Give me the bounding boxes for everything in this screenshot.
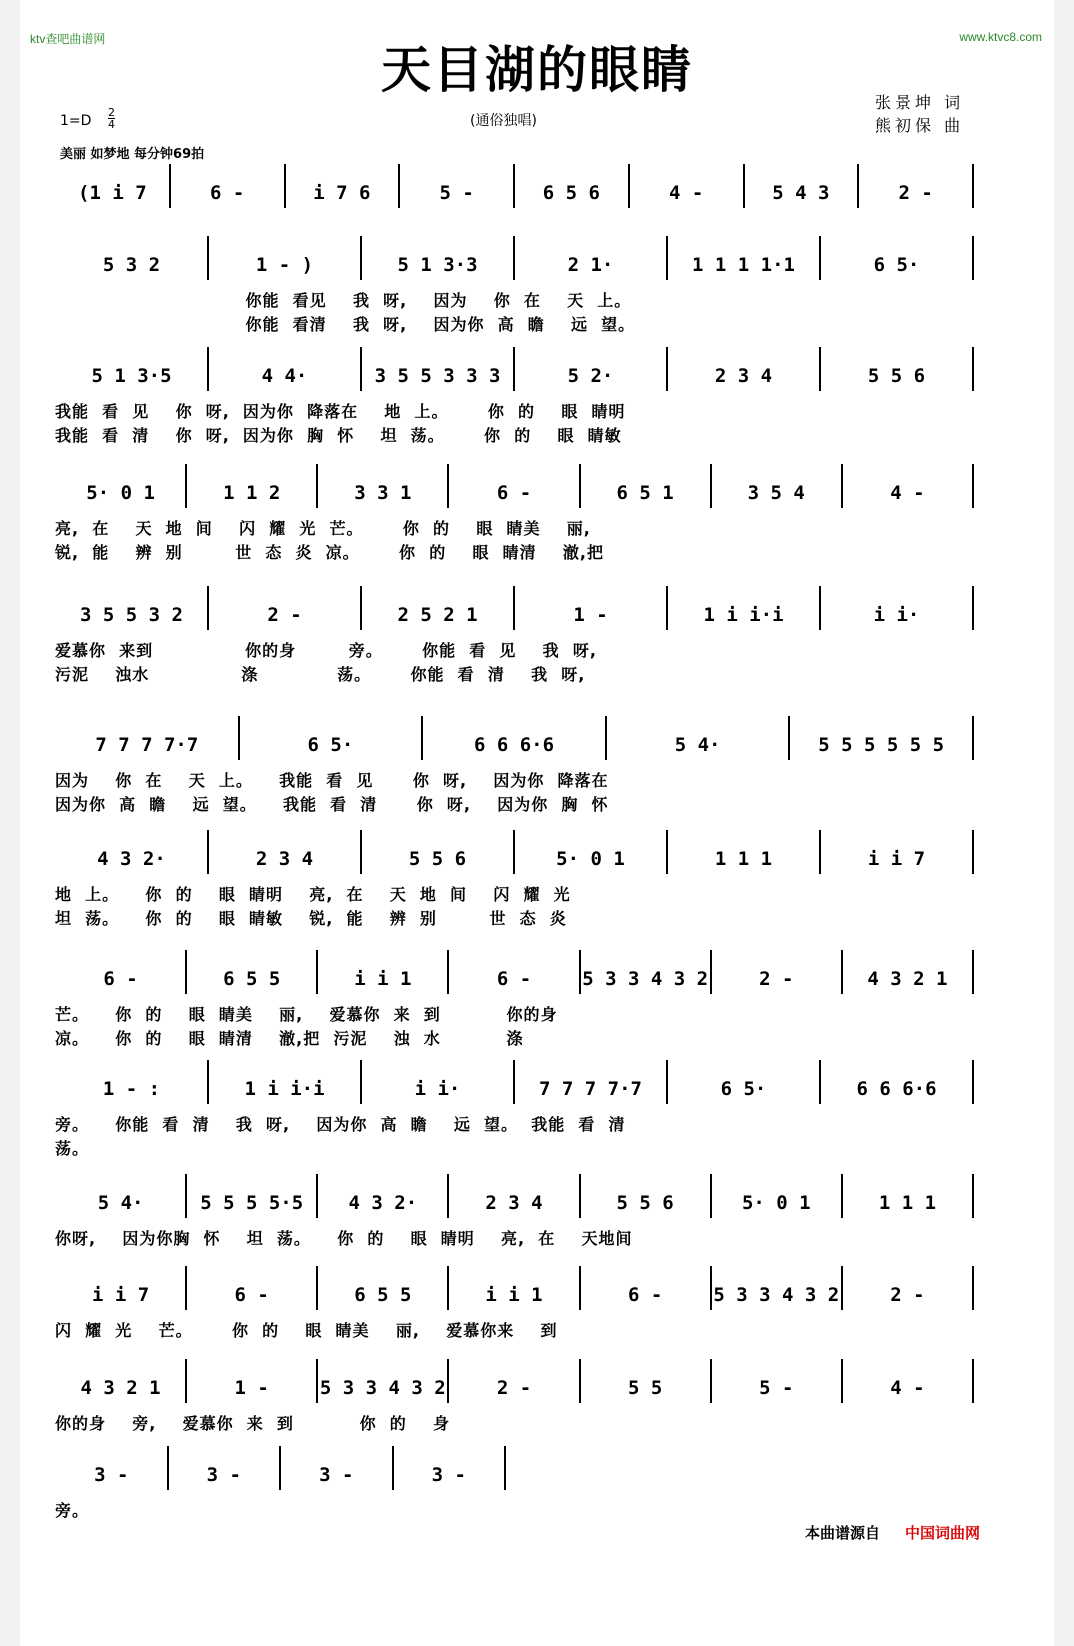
measure: 2 3 4 <box>714 365 773 387</box>
measure: 5 3 3 4 3 2 <box>713 1284 840 1306</box>
notation-line <box>55 343 973 393</box>
lyric-line: 旁。 你能 看 清 我 呀, 因为你 高 瞻 远 望。 我能 看 清 <box>55 1115 626 1134</box>
measure: (1 i 7 <box>78 182 147 204</box>
measure: 5 4· <box>97 1192 144 1214</box>
lyric-line: 你的身 旁, 爱慕你 来 到 你 的 身 <box>55 1414 451 1433</box>
measure: 5 4 3 <box>772 182 830 204</box>
lyric-line: 旁。 <box>55 1501 90 1520</box>
lyric-line: 亮, 在 天 地 间 闪 耀 光 芒。 你 的 眼 睛美 丽, <box>55 519 591 538</box>
notation-line <box>55 1262 973 1312</box>
bar-line <box>972 586 974 630</box>
measure: 6 5 1 <box>616 482 674 504</box>
lyric-line: 芒。 你 的 眼 睛美 丽, 爱慕你 来 到 你的身 <box>55 1005 558 1024</box>
measure: 5 5 5 5 5 5 <box>818 734 945 756</box>
measure: 3 - <box>94 1464 129 1486</box>
measure: 6 - <box>234 1284 269 1306</box>
lyric-line: 因为你 高 瞻 远 望。 我能 看 清 你 呀, 因为你 胸 怀 <box>55 795 609 814</box>
lyric-line: 你能 看见 我 呀, 因为 你 在 天 上。 <box>55 291 632 310</box>
measure: 5 5 5 5·5 <box>200 1192 304 1214</box>
bar-line <box>972 347 974 391</box>
time-signature-top: 2 <box>108 106 115 119</box>
measure: 6 5 6 <box>542 182 600 204</box>
measure: 4 - <box>890 1377 925 1399</box>
measure: 2 - <box>759 968 794 990</box>
footer-site-name: 中国词曲网 <box>905 1524 981 1542</box>
measure: 1 - : <box>102 1078 161 1100</box>
measure: 1 1 1 <box>714 848 773 870</box>
measure: 4 - <box>890 482 925 504</box>
notation-line <box>55 1442 973 1492</box>
measure: 6 - <box>496 968 532 990</box>
lyric-line: 爱慕你 来到 你的身 旁。 你能 看 见 我 呀, <box>55 641 597 660</box>
notation-line <box>55 460 973 510</box>
right-margin-strip <box>1054 0 1074 1646</box>
notation-line <box>55 1355 973 1405</box>
measure: 5 5 6 <box>616 1192 674 1214</box>
bar-line <box>504 1446 506 1490</box>
measure: 2 1· <box>567 254 614 276</box>
measure: 5 1 3·5 <box>91 365 172 387</box>
measure: 2 3 4 <box>485 1192 543 1214</box>
measure: 5 3 2 <box>102 254 161 276</box>
measure: 5 - <box>759 1377 794 1399</box>
measure: 1 i i·i <box>703 604 784 626</box>
composer-credit: 熊初保 曲 <box>875 116 965 135</box>
measure: 3 - <box>319 1464 354 1486</box>
measure: 5· 0 1 <box>741 1192 811 1214</box>
measure: 5· 0 1 <box>86 482 155 504</box>
lyric-line: 凉。 你 的 眼 睛清 澈,把 污泥 浊 水 涤 <box>55 1029 524 1048</box>
measure: 3 5 5 3 3 3 <box>374 365 501 387</box>
notation-line <box>55 826 973 876</box>
lyric-line: 坦 荡。 你 的 眼 睛敏 锐, 能 辨 别 世 态 炎 <box>55 909 567 928</box>
measure: 1 1 1 <box>878 1192 937 1214</box>
notation-line <box>55 712 973 762</box>
measure: 4 4· <box>261 365 308 387</box>
measure: 5 5 6 <box>408 848 467 870</box>
measure: 2 - <box>890 1284 925 1306</box>
measure: 6 5 5 <box>354 1284 412 1306</box>
site-label-left: ktv查吧曲谱网 <box>30 32 106 46</box>
lyric-line: 因为 你 在 天 上。 我能 看 见 你 呀, 因为你 降落在 <box>55 771 609 790</box>
measure: 6 - <box>103 968 138 990</box>
measure: 2 3 4 <box>255 848 314 870</box>
notation-line <box>55 1056 973 1106</box>
footer-source-label: 本曲谱源自 <box>805 1524 881 1542</box>
measure: 6 6 6·6 <box>473 734 555 756</box>
measure: 1 1 2 <box>223 482 281 504</box>
measure: 6 6 6·6 <box>856 1078 937 1100</box>
notation-line <box>55 946 973 996</box>
lyric-line: 我能 看 清 你 呀, 因为你 胸 怀 坦 荡。 你 的 眼 睛敏 <box>55 426 622 445</box>
tempo-marking: 美丽 如梦地 每分钟69拍 <box>60 147 205 162</box>
lyric-line: 你能 看清 我 呀, 因为你 高 瞻 远 望。 <box>55 315 636 334</box>
score-subtitle: (通俗独唱) <box>470 113 537 129</box>
bar-line <box>972 236 974 280</box>
measure: 1 1 1 1·1 <box>692 254 795 276</box>
key-signature: 1=D <box>60 113 92 129</box>
measure: 5 3 3 4 3 2 <box>319 1377 446 1399</box>
measure: 1 - <box>573 604 608 626</box>
notation-line <box>55 232 973 282</box>
measure: 1 i i·i <box>244 1078 325 1100</box>
lyricist-credit: 张景坤 词 <box>875 93 965 112</box>
measure: 4 3 2 1 <box>867 968 948 990</box>
measure: 3 5 4 <box>747 482 805 504</box>
measure: 5 - <box>439 182 474 204</box>
measure: 5 5 <box>627 1377 663 1399</box>
measure: 2 5 2 1 <box>397 604 478 626</box>
measure: i i 7 <box>91 1284 150 1306</box>
measure: 1 - <box>234 1377 269 1399</box>
measure: 6 - <box>209 182 245 204</box>
lyric-line: 锐, 能 辨 别 世 态 炎 凉。 你 的 眼 睛清 澈,把 <box>55 543 604 562</box>
lyric-line: 荡。 <box>55 1139 90 1158</box>
measure: 6 5 5 <box>223 968 281 990</box>
measure: 7 7 7 7·7 <box>539 1078 642 1100</box>
bar-line <box>972 1266 974 1310</box>
measure: 5· 0 1 <box>556 848 625 870</box>
measure: 6 5· <box>307 734 354 756</box>
site-label-right: www.ktvc8.com <box>959 30 1042 44</box>
measure: 3 - <box>431 1464 466 1486</box>
measure: 4 3 2 1 <box>80 1377 161 1399</box>
measure: 6 - <box>496 482 532 504</box>
left-margin-strip <box>0 0 20 1646</box>
measure: 2 - <box>496 1377 532 1399</box>
lyric-line: 闪 耀 光 芒。 你 的 眼 睛美 丽, 爱慕你来 到 <box>55 1321 558 1340</box>
notation-line <box>55 1170 973 1220</box>
lyric-line: 污泥 浊水 涤 荡。 你能 看 清 我 呀, <box>55 665 586 684</box>
bar-line <box>972 164 974 208</box>
notation-line <box>55 160 973 210</box>
measure: i i 1 <box>354 968 412 990</box>
measure: 6 - <box>627 1284 663 1306</box>
measure: i i 1 <box>485 1284 543 1306</box>
measure: 4 3 2· <box>348 1192 418 1214</box>
measure: 7 7 7 7·7 <box>95 734 199 756</box>
measure: 3 - <box>206 1464 241 1486</box>
measure: 5 3 3 4 3 2 <box>582 968 709 990</box>
measure: 6 5· <box>720 1078 767 1100</box>
bar-line <box>972 950 974 994</box>
measure: 6 5· <box>873 254 920 276</box>
bar-line <box>972 716 974 760</box>
bar-line <box>972 464 974 508</box>
bar-line <box>972 830 974 874</box>
measure: 3 3 1 <box>354 482 412 504</box>
measure: 2 - <box>898 182 933 204</box>
measure: 2 - <box>267 604 302 626</box>
measure: i 7 6 <box>313 182 371 204</box>
score-title: 天目湖的眼睛 <box>381 41 693 99</box>
measure: 3 5 5 3 2 <box>80 604 183 626</box>
measure: 1 - ) <box>255 254 314 276</box>
measure: 5 2· <box>567 365 614 387</box>
notation-line <box>55 582 973 632</box>
bar-line <box>972 1174 974 1218</box>
bar-line <box>972 1060 974 1104</box>
measure: 5 4· <box>674 734 721 756</box>
measure: i i· <box>873 604 920 626</box>
lyric-line: 地 上。 你 的 眼 睛明 亮, 在 天 地 间 闪 耀 光 <box>55 885 571 904</box>
measure: 4 - <box>668 182 704 204</box>
measure: 5 1 3·3 <box>397 254 478 276</box>
time-signature <box>108 107 115 130</box>
lyric-line: 你呀, 因为你胸 怀 坦 荡。 你 的 眼 睛明 亮, 在 天地间 <box>55 1229 633 1248</box>
measure: 4 3 2· <box>97 848 166 870</box>
time-signature-bottom: 4 <box>108 118 115 131</box>
measure: i i 7 <box>867 848 926 870</box>
measure: i i· <box>414 1078 461 1100</box>
bar-line <box>972 1359 974 1403</box>
measure: 5 5 6 <box>867 365 926 387</box>
lyric-line: 我能 看 见 你 呀, 因为你 降落在 地 上。 你 的 眼 睛明 <box>55 402 626 421</box>
